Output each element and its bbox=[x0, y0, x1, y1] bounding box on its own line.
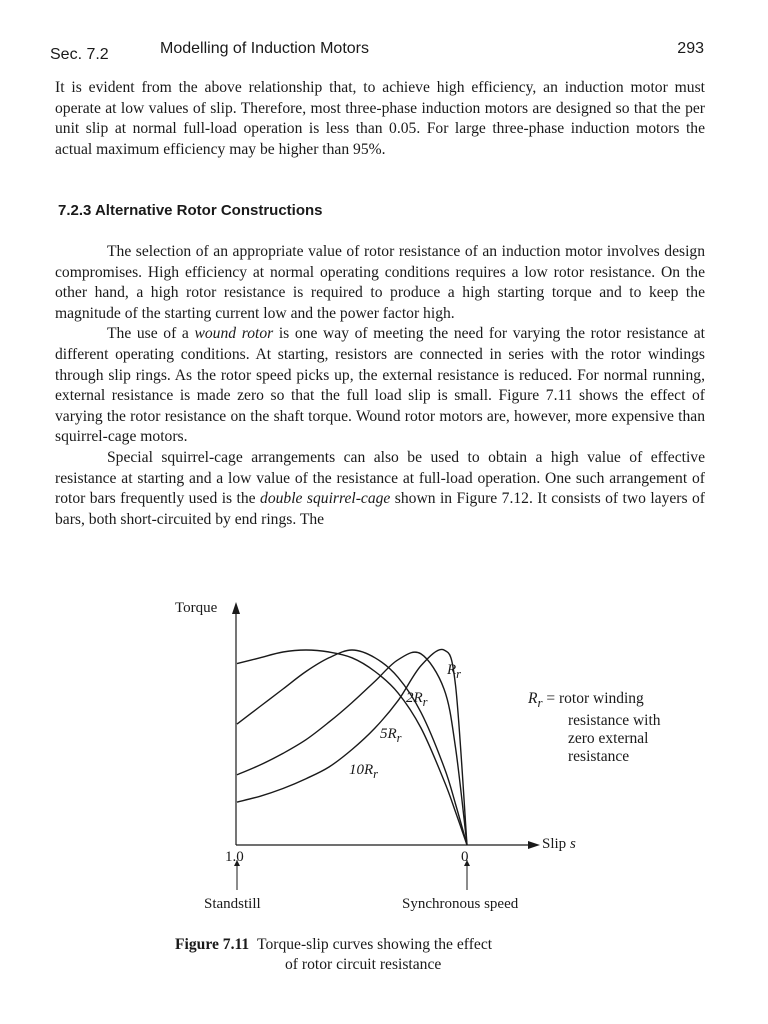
curve-label-r: $R_r$ bbox=[447, 662, 462, 681]
standstill-note: Standstill bbox=[204, 896, 261, 912]
curve-label-10r: $10R_r$ bbox=[349, 762, 379, 781]
curve-label-5r: $5R_r$ bbox=[380, 726, 402, 745]
double-squirrel-cage-term: double squirrel-cage bbox=[260, 490, 391, 508]
y-axis-arrow bbox=[232, 602, 240, 614]
intro-text: It is evident from the above relationship that, to achieve high efficiency, an induction motor must operate at low values of slip. Therefore, most three-phase induction motors are designed so that the per unit slip at normal full-load operation is less than 0.05. For large three-phase induction motors the actual maximum efficiency may be higher than 95%. bbox=[55, 79, 705, 158]
curve-10r bbox=[237, 650, 467, 845]
curve-r bbox=[237, 649, 467, 845]
page-header bbox=[50, 38, 704, 62]
legend-line-2: resistance with bbox=[568, 712, 661, 730]
wound-rotor-term: wound rotor bbox=[194, 325, 274, 343]
x-axis-label: Slip s bbox=[542, 836, 576, 852]
page-number: 293 bbox=[677, 40, 704, 57]
curve-5r bbox=[237, 650, 467, 845]
legend-note bbox=[528, 690, 661, 766]
curve-2r bbox=[237, 652, 467, 845]
curve-label-2r: $2R_r$ bbox=[406, 690, 428, 709]
legend-line-3: zero external bbox=[568, 730, 649, 748]
intro-paragraph bbox=[55, 78, 705, 160]
body-text bbox=[55, 242, 705, 530]
paragraph-3: Special squirrel-cage arrangements can also be used to obtain a high value of effective resistance at starting and a low value of the resistance at full-load operation. One such arrangement of rotor bars frequently used is the double squirrel-cage shown in Figure 7.12. It consists of two layers of bars, both short-circuited by end rings. The bbox=[55, 448, 705, 528]
chapter-title: Modelling of Induction Motors bbox=[160, 40, 369, 57]
caption-line-1: Figure 7.11 Torque-slip curves showing the effect bbox=[175, 936, 493, 953]
figure-caption bbox=[175, 935, 605, 975]
section-number: Sec. 7.2 bbox=[50, 46, 109, 63]
legend-line-4: resistance bbox=[568, 748, 630, 766]
paragraph-2: The use of a wound rotor is one way of meeting the need for varying the rotor resistance at different operating conditions. At starting, resistors are connected in series with the rotor windings through slip rings. As the rotor speed picks up, the external resistance is reduced. For normal running, external resistance is made zero so that the full load slip is small. Figure 7.11 shows the effect of varying the rotor resistance on the shaft torque. Wound rotor motors are, however, more expensive than squirrel-cage motors. bbox=[55, 325, 705, 446]
caption-line-2: of rotor circuit resistance bbox=[285, 956, 442, 973]
figure-7-11 bbox=[0, 590, 768, 990]
x-tick-left: 1.0 bbox=[225, 849, 244, 865]
section-heading: 7.2.3 Alternative Rotor Constructions bbox=[58, 202, 323, 219]
x-axis-arrow bbox=[528, 841, 540, 849]
legend-line-1: $R_r$ = rotor winding bbox=[528, 690, 644, 711]
synchronous-speed-note: Synchronous speed bbox=[402, 896, 519, 912]
y-axis-label: Torque bbox=[175, 600, 218, 616]
paragraph-1: The selection of an appropriate value of rotor resistance of an induction motor involves design compromises. High efficiency at normal operating conditions requires a low rotor resistance. On the other hand, a high rotor resistance is required to produce a high starting torque and to keep the magnitude of the starting current low and the power factor high. bbox=[55, 243, 705, 322]
x-tick-right: 0 bbox=[461, 849, 469, 865]
